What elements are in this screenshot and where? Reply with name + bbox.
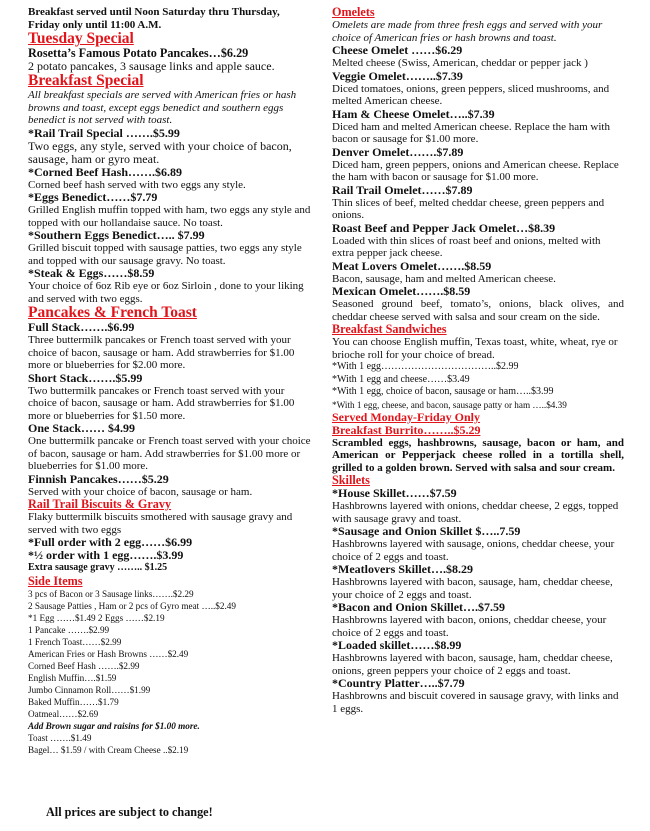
biscuits-full-order: *Full order with 2 egg……$6.99	[28, 535, 193, 549]
menu-item-desc: Diced ham and melted American cheese. Replace the ham with bacon or sausage for $1.00 more.	[332, 120, 610, 145]
list-item: *With 1 egg and cheese……$3.49	[332, 373, 470, 385]
menu-item-name: Ham & Cheese Omelet…..$7.39	[332, 106, 495, 121]
menu-item-name: Denver Omelet…….$7.89	[332, 144, 464, 159]
menu-item-name: Veggie Omelet……..$7.39	[332, 68, 463, 83]
list-item: Corned Beef Hash …….$2.99	[28, 660, 140, 671]
menu-item-name: Mexican Omelet…….$8.59	[332, 284, 471, 298]
sandwiches-heading: Breakfast Sandwiches	[332, 322, 447, 336]
menu-item-desc: Corned beef hash served with two eggs any style.	[28, 178, 246, 191]
menu-item-desc: Hashbrowns layered with bacon, onions, cheddar cheese, your choice of 2 eggs and toast.	[332, 614, 607, 639]
menu-item-name: *Steak & Eggs……$8.59	[28, 266, 155, 280]
menu-item-desc: Three buttermilk pancakes or French toast served with your choice of bacon, sausage or ham. Add strawberries for $1.00 more or blueberries for $2.00 more.	[28, 334, 295, 371]
burrito-price: ……..$5.29	[423, 422, 481, 437]
skillets-list	[332, 487, 624, 715]
burrito-heading	[332, 424, 624, 437]
menu-item-desc: Served with your choice of bacon, sausage or ham.	[28, 485, 253, 498]
tuesday-special-heading: Tuesday Special	[28, 30, 134, 47]
omelets-note: Omelets are made from three fresh eggs and served with your choice of American fries or hash browns and toast.	[332, 19, 603, 44]
pancakes-list	[28, 321, 314, 498]
menu-item-desc: Grilled biscuit topped with sausage patties, two eggs any style and topped with our sausage gravy. No toast.	[28, 242, 302, 267]
biscuits-desc: Flaky buttermilk biscuits smothered with sausage gravy and served with two eggs	[28, 511, 293, 536]
menu-item-desc: Grilled English muffin topped with ham, two eggs any style and topped with our hollandaise sauce. No toast.	[28, 204, 311, 229]
menu-item-name: Roast Beef and Pepper Jack Omelet…$8.39	[332, 220, 556, 235]
list-item: *With 1 egg……………………………..$2.99	[332, 361, 519, 372]
side-items-heading: Side Items	[28, 573, 83, 588]
extra-gravy: Extra sausage gravy …….. $1.25	[28, 562, 168, 573]
biscuits-heading: Rail Trail Biscuits & Gravy	[28, 497, 172, 511]
menu-item-name: Cheese Omelet ……$6.29	[332, 43, 463, 57]
menu-item-desc: Melted cheese (Swiss, American, cheddar or pepper jack )	[332, 57, 588, 69]
pancakes-heading: Pancakes & French Toast	[28, 304, 197, 321]
list-item: *With 1 egg, choice of bacon, sausage or ham…..$3.99	[332, 386, 554, 397]
menu-item-desc: Thin slices of beef, melted cheddar cheese, green peppers and onions.	[332, 196, 605, 221]
hours-notice: Breakfast served until Noon Saturday thru Thursday, Friday only until 11:00 A.M.	[28, 6, 280, 31]
monday-friday-heading: Served Monday-Friday Only	[332, 409, 481, 424]
menu-item-desc: Bacon, sausage, ham and melted American cheese.	[332, 272, 556, 285]
list-item: Jumbo Cinnamon Roll……$1.99	[28, 684, 151, 695]
menu-item-desc: Hashbrowns layered with onions, cheddar cheese, 2 eggs, topped with sausage gravy and toast.	[332, 500, 619, 525]
menu-item-desc: Hashbrowns layered with bacon, sausage, ham, cheddar cheese, your choice of 2 eggs and toast.	[332, 576, 613, 601]
list-item: 1 Pancake …….$2.99	[28, 624, 110, 635]
oatmeal-note: Add Brown sugar and raisins for $1.00 more.	[28, 720, 200, 731]
menu-item-name: *Southern Eggs Benedict….. $7.99	[28, 228, 205, 242]
menu-item-name: Short Stack…….$5.99	[28, 370, 143, 385]
menu-item-name: *Corned Beef Hash…….$6.89	[28, 164, 182, 179]
menu-item-desc: Your choice of 6oz Rib eye or 6oz Sirloin , done to your liking and served with two eggs.	[28, 280, 304, 305]
right-column	[332, 6, 624, 715]
price-change-notice: All prices are subject to change!	[46, 805, 213, 819]
menu-item-name: *Meatlovers Skillet….$8.29	[332, 562, 473, 576]
side-items-list	[28, 588, 314, 756]
left-column	[28, 6, 314, 756]
menu-item-desc: Two buttermilk pancakes or French toast served with your choice of bacon, sausage or ham. Add strawberries for $1.00 more or blueberries for $1.50 more.	[28, 384, 295, 422]
menu-item-desc: Seasoned ground beef, tomato’s, onions, black olives, and cheddar cheese served with salsa and sour cream on the side.	[332, 298, 624, 323]
omelets-heading: Omelets	[332, 5, 375, 19]
list-item: 1 French Toast……$2.99	[28, 636, 122, 647]
menu-item-name: *House Skillet……$7.59	[332, 486, 457, 500]
menu-item-desc: Diced tomatoes, onions, green peppers, sliced mushrooms, and melted American cheese.	[332, 82, 610, 107]
list-item: English Muffin….$1.59	[28, 672, 117, 683]
menu-item-desc: Hashbrowns layered with bacon, sausage, ham, cheddar cheese, onions, green peppers your choice of 2 eggs and toast.	[332, 652, 613, 677]
menu-item-name: *Loaded skillet……$8.99	[332, 638, 462, 652]
list-item: Bagel… $1.59 / with Cream Cheese ..$2.19	[28, 744, 189, 755]
menu-item-name: *Rail Trail Special …….$5.99	[28, 125, 180, 140]
menu-item-desc: Hashbrowns layered with sausage, onions, cheddar cheese, your choice of 2 eggs and toast.	[332, 538, 615, 563]
potato-pancakes-item: Rosetta’s Famous Potato Pancakes…$6.29	[28, 46, 249, 60]
menu-item-desc: Hashbrowns and biscuit covered in sausage gravy, with links and 1 eggs.	[332, 690, 619, 715]
breakfast-special-note: All breakfast specials are served with American fries or hash browns and toast, except eggs benedict and southern eggs benedict is not served with toast.	[28, 89, 297, 126]
list-item: 2 Sausage Patties , Ham or 2 pcs of Gyro meat …..$2.49	[28, 600, 236, 611]
menu-item-desc: Two eggs, any style, served with your choice of bacon, sausage, ham or gyro meat.	[28, 138, 292, 166]
menu-item-name: *Sausage and Onion Skillet $…..7.59	[332, 524, 521, 538]
menu-item-name: Meat Lovers Omelet…….$8.59	[332, 258, 492, 273]
breakfast-special-list	[28, 127, 314, 306]
burrito-desc: Scrambled eggs, hashbrowns, sausage, bacon or ham, and American or Pepperjack cheese rolled in a tortilla shell, grilled to a golden brown. Served with salsa and sour cream.	[332, 436, 624, 474]
menu-item-name: Finnish Pancakes……$5.29	[28, 471, 169, 486]
menu-item-desc: Diced ham, green peppers, onions and American cheese. Replace the ham with bacon or sausage for $1.00 more.	[332, 158, 619, 183]
biscuits-half-order: *½ order with 1 egg…….$3.99	[28, 548, 184, 562]
list-item: *1 Egg ……$1.49 2 Eggs ……$2.19	[28, 612, 165, 623]
omelets-list	[332, 44, 624, 323]
list-item: American Fries or Hash Browns ……$2.49	[28, 648, 189, 659]
burrito-label: Breakfast Burrito	[332, 422, 424, 437]
list-item: *With 1 egg, cheese, and bacon, sausage patty or ham …..$4.39	[332, 399, 567, 410]
skillets-heading: Skillets	[332, 473, 370, 487]
list-item: Oatmeal……$2.69	[28, 708, 99, 719]
menu-item-name: *Country Platter…..$7.79	[332, 676, 465, 690]
menu-item-name: Rail Trail Omelet……$7.89	[332, 182, 473, 197]
menu-item-name: Full Stack…….$6.99	[28, 320, 135, 334]
list-item: Baked Muffin……$1.79	[28, 696, 119, 707]
list-item: 3 pcs of Bacon or 3 Sausage links…….$2.29	[28, 588, 194, 599]
menu-item-desc: Loaded with thin slices of roast beef and onions, melted with extra pepper jack cheese.	[332, 234, 601, 259]
sandwiches-list	[332, 361, 624, 411]
list-item: Toast …….$1.49	[28, 732, 92, 743]
potato-pancakes-desc: 2 potato pancakes, 3 sausage links and apple sauce.	[28, 59, 275, 73]
breakfast-special-heading: Breakfast Special	[28, 72, 144, 89]
menu-item-name: *Eggs Benedict……$7.79	[28, 190, 158, 204]
menu-item-name: *Bacon and Onion Skillet….$7.59	[332, 600, 506, 614]
sandwiches-desc: You can choose English muffin, Texas toast, white, wheat, rye or brioche roll for your choice of bread.	[332, 336, 618, 361]
menu-item-desc: One buttermilk pancake or French toast served with your choice of bacon, sausage or ham. Add strawberries for $1.00 more or blueberries for $1.00 more.	[28, 435, 311, 472]
menu-item-name: One Stack…… $4.99	[28, 421, 136, 435]
